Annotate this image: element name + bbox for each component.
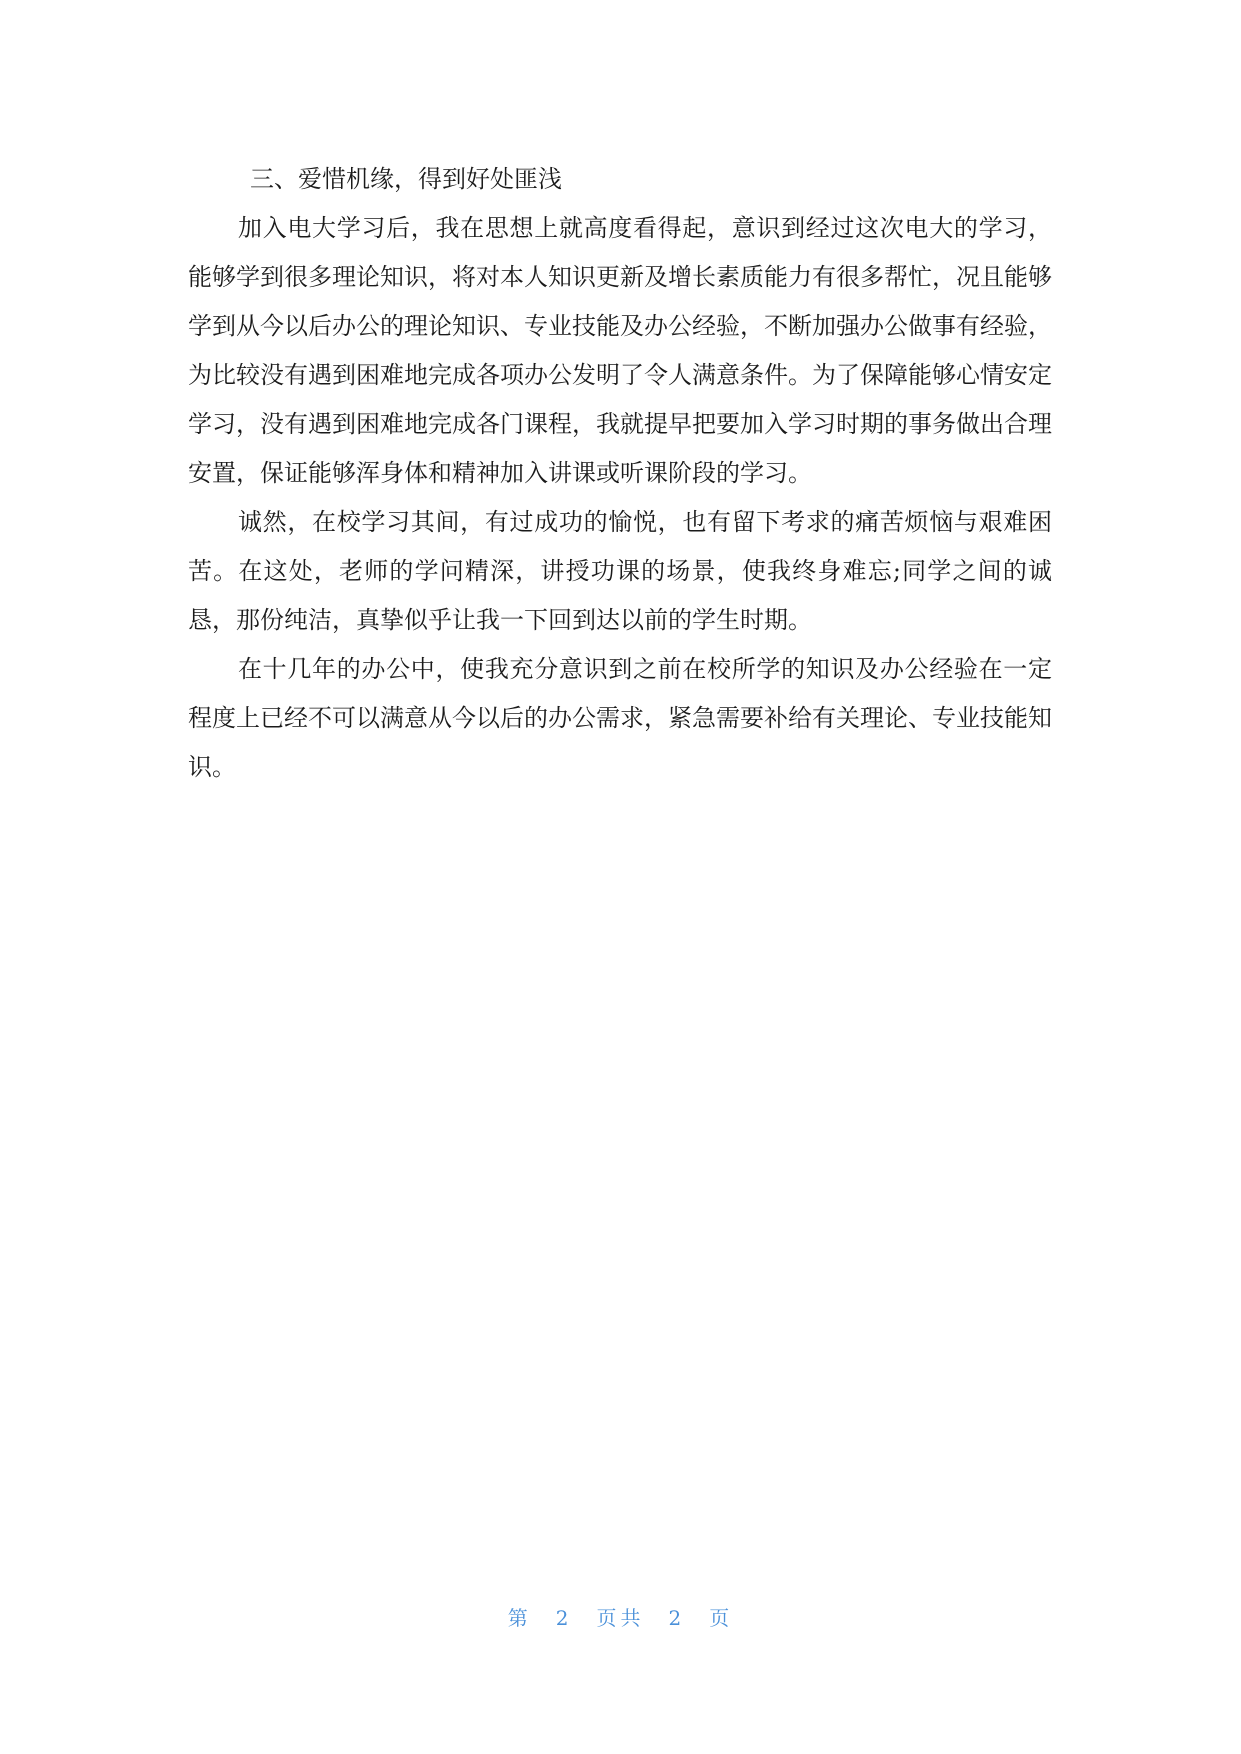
footer-suffix: 页 — [709, 1606, 734, 1630]
paragraph-1: 加入电大学习后，我在思想上就高度看得起，意识到经过这次电大的学习，能够学到很多理论知识，将对本人知识更新及增长素质能力有很多帮忙，况且能够学到从今以后办公的理论知识、专业技能及办公经验，不断加强办公做事有经验，为比较没有遇到困难地完成各项办公发明了令人满意条件。为了保障能够心情安定学习，没有遇到困难地完成各门课程，我就提早把要加入学习时期的事务做出合理安置，保证能够浑身体和精神加入讲课或听课阶段的学习。 — [188, 214, 1052, 487]
document-body — [188, 155, 1052, 792]
footer-middle: 页共 — [596, 1606, 645, 1630]
paragraph-3: 在十几年的办公中，使我充分意识到之前在校所学的知识及办公经验在一定程度上已经不可以满意从今以后的办公需求，紧急需要补给有关理论、专业技能知识。 — [188, 655, 1052, 781]
section-heading: 三、爱惜机缘，得到好处匪浅 — [250, 165, 562, 193]
footer-prefix: 第 — [507, 1606, 532, 1630]
footer-current-page: 2 — [555, 1606, 573, 1630]
page-footer — [0, 1602, 1241, 1631]
paragraph-2: 诚然，在校学习其间，有过成功的愉悦，也有留下考求的痛苦烦恼与艰难困苦。在这处，老师的学问精深，讲授功课的场景，使我终身难忘;同学之间的诚恳，那份纯洁，真挚似乎让我一下回到达以前的学生时期。 — [188, 508, 1052, 634]
footer-total-pages: 2 — [668, 1606, 686, 1630]
